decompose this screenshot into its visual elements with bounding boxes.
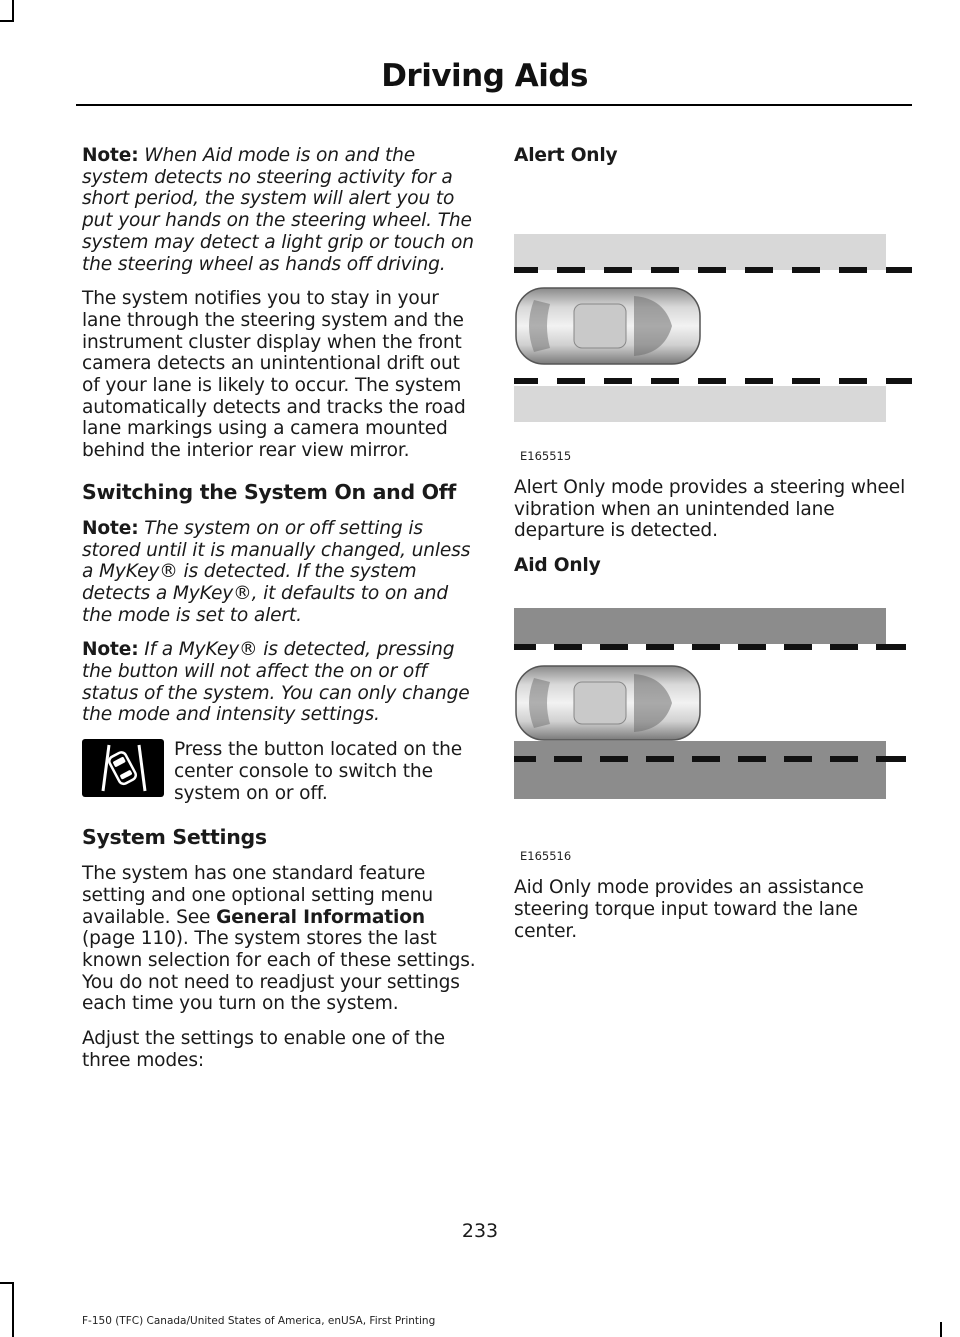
crop-mark [940, 1322, 942, 1337]
car-icon [516, 288, 700, 364]
button-instruction-text: Press the button located on the center console to switch the system on or off. [174, 739, 463, 804]
note-text: If a MyKey® is detected, pressing the button will not affect the on or off status of the system. You can only change the mode and intensity settings. [82, 639, 470, 726]
page-number: 233 [461, 1220, 499, 1242]
mode-heading-alert-only: Alert Only [514, 145, 618, 166]
lane-diagram [514, 208, 912, 440]
section-heading-settings: System Settings [82, 825, 267, 850]
footer-text: F-150 (TFC) Canada/United States of America, enUSA, First Printing [82, 1315, 436, 1327]
paragraph-text: (page 110). The system stores the last known selection for each of these settings. You do not need to readjust your settings each time you turn on the system. [82, 928, 476, 1015]
lane-keeping-button-icon [82, 739, 164, 797]
aid-only-description: Aid Only mode provides an assistance steering torque input toward the lane center. [514, 877, 864, 942]
note-mykey [82, 639, 476, 726]
car-icon [516, 666, 700, 740]
crop-mark [12, 1282, 14, 1337]
note-label: Note: [82, 145, 139, 166]
crop-mark [12, 0, 14, 20]
note-hands-off [82, 145, 476, 275]
crop-mark [0, 1282, 14, 1284]
left-column [82, 145, 476, 1085]
alert-only-description: Alert Only mode provides a steering wheel vibration when an unintended lane departure is detected. [514, 477, 906, 542]
note-label: Note: [82, 517, 139, 539]
lane-diagram [514, 608, 912, 840]
alert-only-illustration [514, 208, 886, 463]
paragraph-text: The system has one standard feature setting and one optional setting menu available. See [82, 863, 433, 928]
note-text: When Aid mode is on and the system detects no steering activity for a short period, the system will alert you to put your hands on the steering wheel. The system may detect a light grip or touch on the steering wheel as hands off driving. [82, 145, 474, 275]
paragraph-settings [82, 863, 476, 1015]
aid-only-illustration [514, 608, 886, 863]
figure-id: E165516 [520, 849, 572, 864]
crop-mark [0, 20, 14, 22]
section-heading-on-off: Switching the System On and Off [82, 479, 457, 504]
right-column [514, 145, 912, 955]
button-instruction [82, 739, 476, 805]
note-text: The system on or off setting is stored until it is manually changed, unless a MyKey® is detected. If the system detects a MyKey®, it defaults to on and the mode is set to alert. [82, 517, 471, 626]
figure-id: E165515 [520, 449, 572, 463]
note-label: Note: [82, 639, 139, 661]
page-title: Driving Aids [381, 58, 588, 94]
cross-reference-link[interactable]: General Information [216, 906, 425, 928]
mode-heading-aid-only: Aid Only [514, 555, 601, 577]
paragraph-lane-notification: The system notifies you to stay in your lane through the steering system and the instrument cluster display when the front camera detects an unintentional drift out of your lane is likely to occur. The system automatically detects and tracks the road lane markings using a camera mounted behind the interior rear view mirror. [82, 288, 466, 462]
header-divider [76, 104, 912, 106]
note-stored-setting [82, 518, 476, 627]
paragraph-modes: Adjust the settings to enable one of the three modes: [82, 1028, 445, 1071]
